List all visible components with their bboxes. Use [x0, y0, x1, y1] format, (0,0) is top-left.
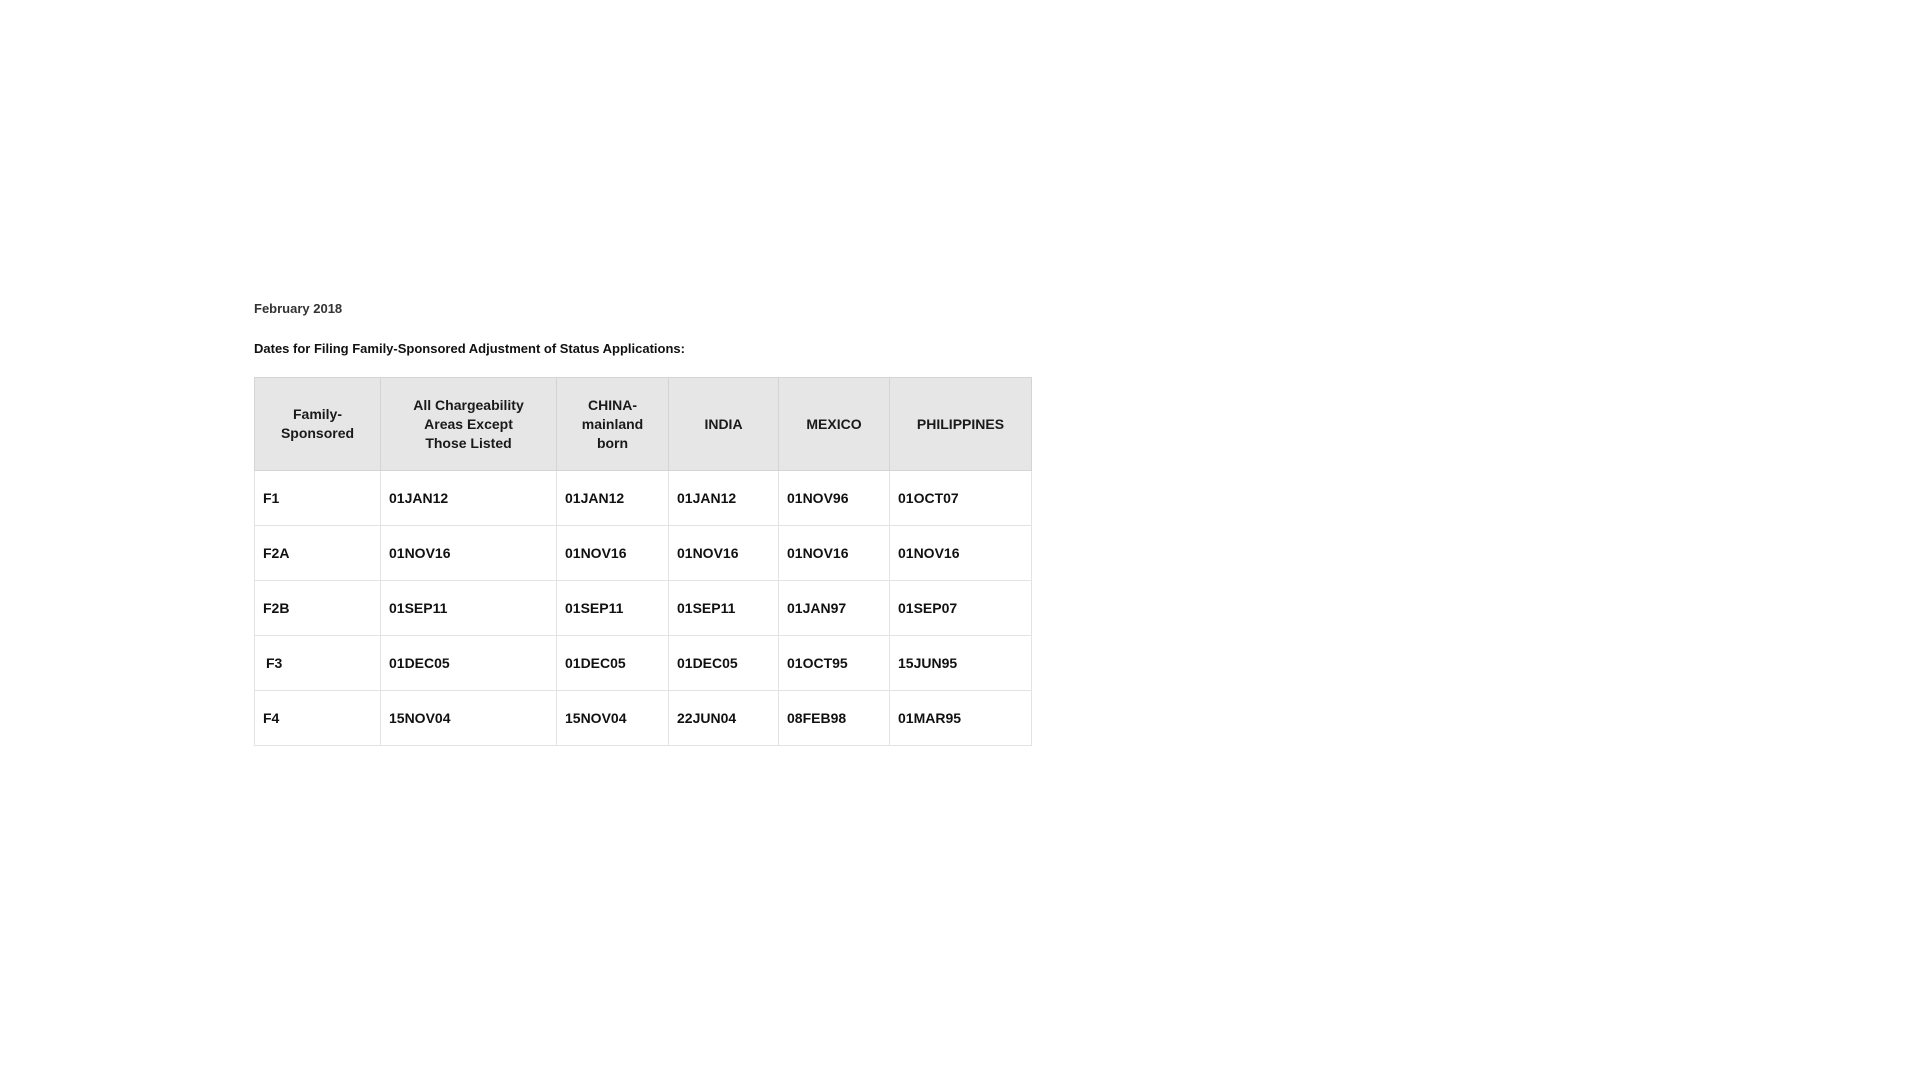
header-line: born [596, 434, 629, 451]
header-line: mainland [581, 415, 644, 432]
cell-china: 01SEP11 [557, 581, 669, 636]
cell-china: 15NOV04 [557, 691, 669, 746]
header-line: Family- [292, 406, 342, 422]
table-row [255, 471, 1032, 526]
bulletin-content [254, 300, 1032, 746]
table-caption: Dates for Filing Family-Sponsored Adjustment of Status Applications: [254, 341, 685, 356]
cell-all-chargeability: 01SEP11 [381, 581, 557, 636]
header-line: INDIA [704, 415, 743, 432]
header-line: Areas Except [424, 415, 513, 432]
header-all-chargeability [381, 378, 557, 471]
bulletin-date-heading: February 2018 [254, 301, 343, 316]
cell-india: 01DEC05 [669, 636, 779, 691]
cell-category: F2A [255, 526, 381, 581]
header-row [255, 378, 1032, 471]
cell-china: 01DEC05 [557, 636, 669, 691]
cell-china: 01JAN12 [557, 471, 669, 526]
header-line: CHINA- [588, 396, 637, 413]
cell-china: 01NOV16 [557, 526, 669, 581]
cell-india: 01JAN12 [669, 471, 779, 526]
header-line: Those Listed [425, 434, 512, 451]
table-row [255, 691, 1032, 746]
cell-all-chargeability: 01JAN12 [381, 471, 557, 526]
table-row [255, 581, 1032, 636]
cell-india: 01NOV16 [669, 526, 779, 581]
cell-mexico: 01JAN97 [779, 581, 890, 636]
header-line: All Chargeability [413, 396, 524, 413]
header-mexico [779, 378, 890, 471]
cell-philippines: 01MAR95 [890, 691, 1032, 746]
cell-india: 01SEP11 [669, 581, 779, 636]
cell-mexico: 01NOV16 [779, 526, 890, 581]
header-line: MEXICO [806, 415, 862, 432]
cell-all-chargeability: 01NOV16 [381, 526, 557, 581]
cell-india: 22JUN04 [669, 691, 779, 746]
cell-category: F1 [255, 471, 381, 526]
cell-all-chargeability: 15NOV04 [381, 691, 557, 746]
table-body [255, 471, 1032, 746]
header-philippines [890, 378, 1032, 471]
cell-philippines: 15JUN95 [890, 636, 1032, 691]
filing-dates-table [254, 377, 1032, 746]
cell-mexico: 08FEB98 [779, 691, 890, 746]
table-header [255, 378, 1032, 471]
table-row [255, 526, 1032, 581]
cell-all-chargeability: 01DEC05 [381, 636, 557, 691]
header-india [669, 378, 779, 471]
header-line: Sponsored [280, 425, 355, 441]
cell-category: F3 [255, 636, 381, 691]
cell-mexico: 01NOV96 [779, 471, 890, 526]
cell-mexico: 01OCT95 [779, 636, 890, 691]
cell-philippines: 01SEP07 [890, 581, 1032, 636]
table-row [255, 636, 1032, 691]
cell-category: F2B [255, 581, 381, 636]
cell-philippines: 01NOV16 [890, 526, 1032, 581]
cell-category: F4 [255, 691, 381, 746]
header-line: PHILIPPINES [916, 415, 1005, 432]
cell-philippines: 01OCT07 [890, 471, 1032, 526]
header-family-sponsored [255, 378, 381, 471]
header-china [557, 378, 669, 471]
